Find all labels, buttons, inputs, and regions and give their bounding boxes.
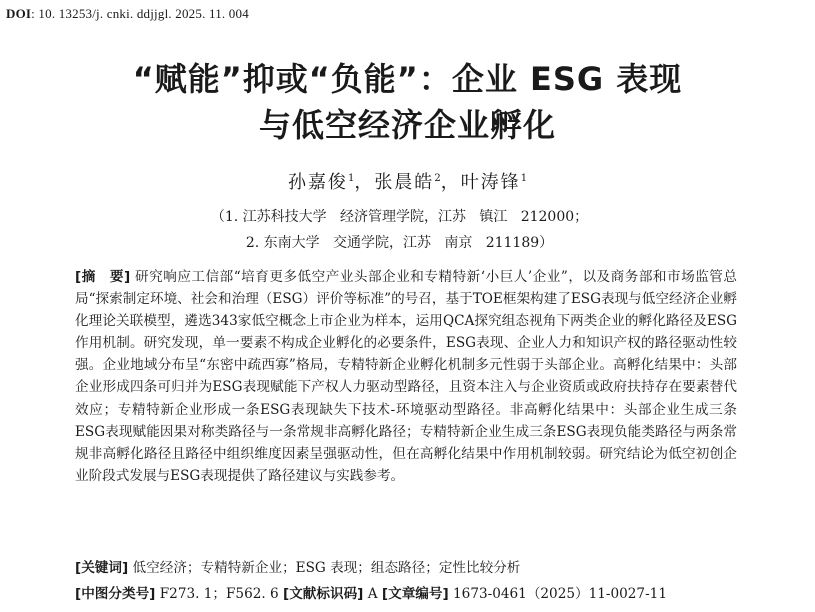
author-list bbox=[0, 168, 815, 194]
article-number-value: 1673-0461（2025）11-0027-11 bbox=[453, 586, 667, 602]
author-affiliation-mark: 1 bbox=[347, 173, 355, 184]
affiliation-line-2: 2. 东南大学 交通学院，江苏 南京 211189） bbox=[245, 235, 554, 251]
clc-label: [中图分类号] bbox=[75, 586, 156, 602]
keywords-line bbox=[75, 556, 737, 576]
abstract-label: [摘 要] bbox=[75, 269, 131, 285]
author-affiliation-mark: 1 bbox=[520, 173, 528, 184]
author-affiliation-mark: 2 bbox=[434, 173, 441, 184]
abstract bbox=[75, 266, 737, 487]
doi-line bbox=[6, 6, 249, 22]
paper-title-line-2: 与低空经济企业孵化 bbox=[258, 106, 556, 144]
document-code-label: [文献标识码] bbox=[283, 586, 364, 602]
author-separator: ， bbox=[440, 172, 461, 193]
author-name: 叶涛锋 bbox=[460, 172, 521, 193]
author-name: 孙嘉俊 bbox=[287, 172, 348, 193]
affiliation-line-1: （1. 江苏科技大学 经济管理学院，江苏 镇江 212000； bbox=[210, 209, 589, 225]
keywords-label: [关键词] bbox=[75, 560, 129, 576]
classification-line bbox=[75, 582, 737, 602]
author-separator: ， bbox=[354, 172, 375, 193]
abstract-text: 研究响应工信部“培育更多低空产业头部企业和专精特新‘小巨人’企业”，以及商务部和市场监管总局“探索制定环境、社会和治理（ESG）评价等标准”的号召，基于TOE框架构建了ESG表现与低空经济企业孵化理论关联模型，遴选343家低空概念上市企业为样本，运用QCA探究组态视角下两类企业的孵化路径及ESG作用机制。研究发现，单一要素不构成企业孵化的必要条件，ESG表现、企业人力和知识产权的路径驱动性较强。企业地域分布呈“东密中疏西寡”格局，专精特新企业孵化机制多元性弱于头部企业。高孵化结果中：头部企业形成四条可归并为ESG表现赋能下产权人力驱动型路径，且资本注入与企业资质或政府扶持存在要素替代效应；专精特新企业形成一条ESG表现缺失下技术-环境驱动型路径。非高孵化结果中：头部企业生成三条ESG表现赋能因果对称类路径与一条常规非高孵化路径；专精特新企业生成三条ESG表现负能类路径与两条常规非高孵化路径且路径中组织维度因素呈强驱动性，但在高孵化结果中作用机制较弱。研究结论为低空初创企业阶段式发展与ESG表现提供了路径建议与实践参考。 bbox=[75, 269, 737, 484]
paper-title-line-1: “赋能”抑或“负能”：企业 ESG 表现 bbox=[132, 60, 683, 98]
keywords-text: 低空经济；专精特新企业；ESG 表现；组态路径；定性比较分析 bbox=[132, 560, 521, 576]
clc-value: F273. 1；F562. 6 bbox=[159, 586, 279, 602]
article-number-label: [文章编号] bbox=[381, 586, 449, 602]
doi-value: : 10. 13253/j. cnki. ddjjgl. 2025. 11. 004 bbox=[31, 6, 249, 21]
document-code-value: A bbox=[367, 586, 378, 602]
author-name: 张晨皓 bbox=[374, 172, 435, 193]
doi-label: DOI bbox=[6, 6, 32, 21]
